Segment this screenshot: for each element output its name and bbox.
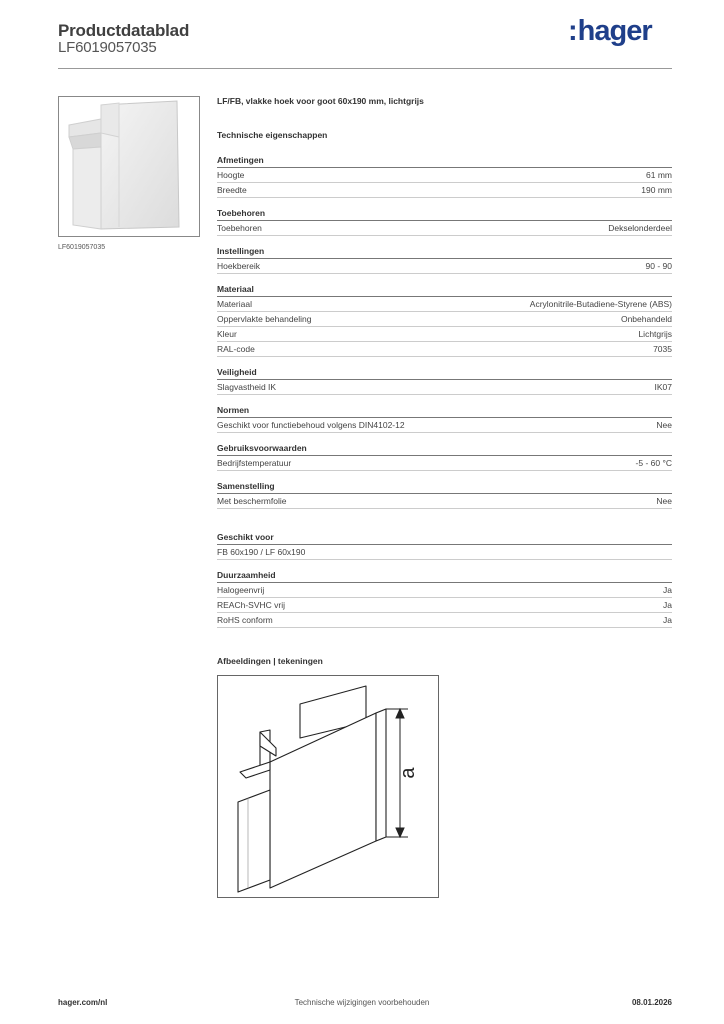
product-code: LF6019057035 [58, 39, 157, 56]
footer-date: 08.01.2026 [631, 998, 672, 1007]
spec-row [217, 183, 672, 198]
header-divider [58, 68, 672, 69]
spec-group-materiaal [217, 283, 672, 357]
spec-row [217, 221, 672, 236]
spec-group-title: Toebehoren [217, 207, 672, 221]
spec-value: 7035 [653, 344, 672, 354]
spec-value: -5 - 60 °C [635, 458, 672, 468]
tech-properties-title: Technische eigenschappen [217, 130, 328, 140]
spec-row [217, 380, 672, 395]
spec-row [217, 342, 672, 357]
spec-label: Materiaal [217, 299, 252, 309]
spec-group-title: Geschikt voor [217, 531, 672, 545]
dimension-label: a [397, 767, 419, 779]
spec-label: Hoekbereik [217, 261, 260, 271]
spec-group-samenstelling [217, 480, 672, 509]
technical-drawing [217, 675, 439, 898]
spec-label: Hoogte [217, 170, 245, 180]
spec-label: Bedrijfstemperatuur [217, 458, 292, 468]
spec-row [217, 168, 672, 183]
spec-value: Acrylonitrile-Butadiene-Styrene (ABS) [529, 299, 672, 309]
spec-group-geschikt-voor [217, 531, 672, 560]
spec-group-title: Duurzaamheid [217, 569, 672, 583]
logo-text: hager [577, 15, 652, 47]
spec-value: Lichtgrijs [638, 329, 672, 339]
spec-row [217, 418, 672, 433]
spec-row [217, 545, 672, 560]
spec-value: 190 mm [641, 185, 672, 195]
spec-group-gebruiksvoorwaarden [217, 442, 672, 471]
images-title: Afbeeldingen | tekeningen [217, 656, 323, 666]
footer-website[interactable]: hager.com/nl [58, 998, 108, 1007]
spec-group-title: Materiaal [217, 283, 672, 297]
logo-mark: : [568, 15, 577, 47]
spec-value: 61 mm [646, 170, 672, 180]
spec-label: Breedte [217, 185, 247, 195]
hager-logo [568, 15, 652, 48]
spec-row [217, 327, 672, 342]
spec-row [217, 613, 672, 628]
spec-group-title: Veiligheid [217, 366, 672, 380]
spec-value: Onbehandeld [620, 314, 672, 324]
spec-label: Kleur [217, 329, 237, 339]
spec-label: Met beschermfolie [217, 496, 287, 506]
spec-group-title: Normen [217, 404, 672, 418]
spec-value: Ja [663, 615, 672, 625]
spec-group-instellingen [217, 245, 672, 274]
photo-caption: LF6019057035 [58, 244, 106, 251]
spec-row [217, 297, 672, 312]
spec-group-afmetingen [217, 154, 672, 198]
spec-label: Geschikt voor functiebehoud volgens DIN4102-12 [217, 420, 405, 430]
page-title: Productdatablad [58, 21, 190, 40]
technical-drawing-svg [218, 676, 438, 897]
spec-group-title: Samenstelling [217, 480, 672, 494]
spec-value: Ja [663, 585, 672, 595]
spec-row [217, 259, 672, 274]
spec-group-title: Afmetingen [217, 154, 672, 168]
product-photo [58, 96, 200, 237]
spec-value: Nee [656, 420, 672, 430]
spec-label: FB 60x190 / LF 60x190 [217, 547, 306, 557]
spec-label: Toebehoren [217, 223, 262, 233]
spec-table [217, 154, 672, 628]
product-description: LF/FB, vlakke hoek voor goot 60x190 mm, lichtgrijs [217, 96, 424, 106]
spec-group-title: Gebruiksvoorwaarden [217, 442, 672, 456]
spec-row [217, 583, 672, 598]
spec-label: REACh-SVHC vrij [217, 600, 286, 610]
spec-label: RAL-code [217, 344, 255, 354]
spec-value: Dekselonderdeel [608, 223, 672, 233]
spec-row [217, 494, 672, 509]
spec-group-toebehoren [217, 207, 672, 236]
spec-value: Nee [656, 496, 672, 506]
spec-row [217, 598, 672, 613]
footer-disclaimer: Technische wijzigingen voorbehouden [294, 998, 430, 1007]
spec-row [217, 456, 672, 471]
product-photo-render [59, 97, 199, 236]
spec-group-title: Instellingen [217, 245, 672, 259]
spec-row [217, 312, 672, 327]
spec-group-veiligheid [217, 366, 672, 395]
spec-group-normen [217, 404, 672, 433]
spec-group-duurzaamheid [217, 569, 672, 628]
spec-label: Slagvastheid IK [217, 382, 277, 392]
spec-value: 90 - 90 [645, 261, 672, 271]
spec-label: Halogeenvrij [217, 585, 265, 595]
spec-label: Oppervlakte behandeling [217, 314, 312, 324]
spec-value: IK07 [654, 382, 672, 392]
spec-value: Ja [663, 600, 672, 610]
spec-label: RoHS conform [217, 615, 273, 625]
